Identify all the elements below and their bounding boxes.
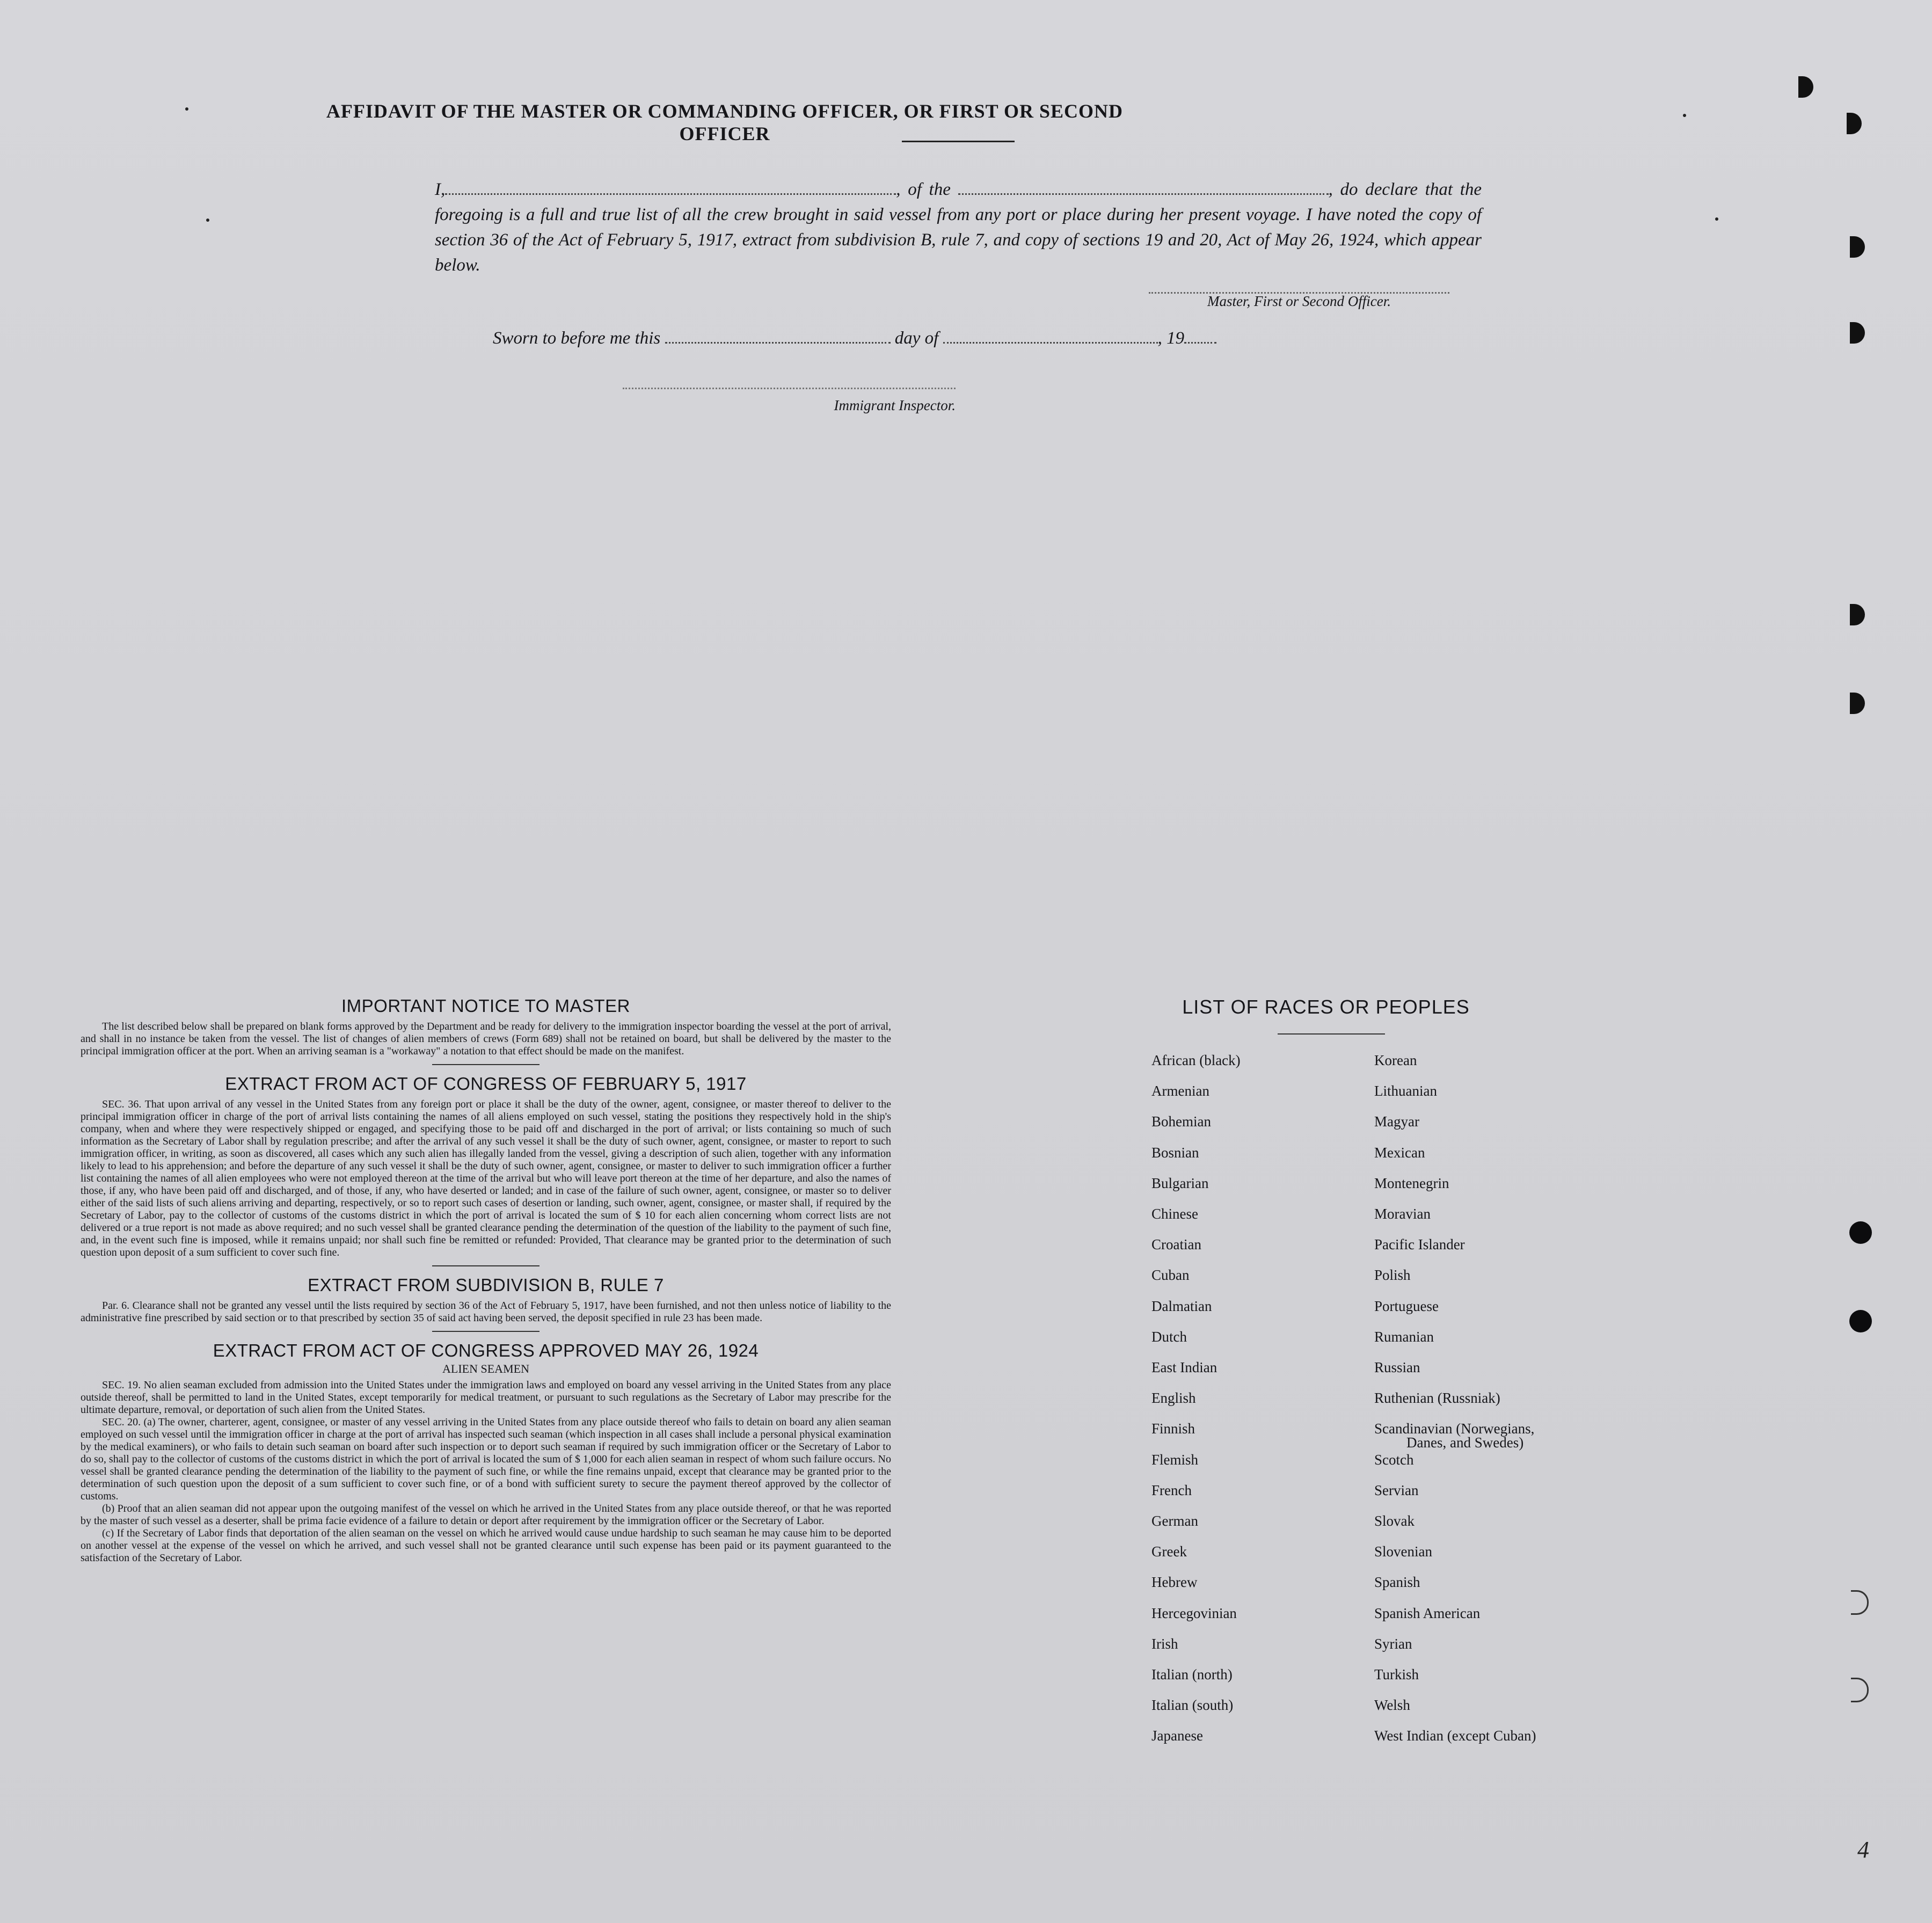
race-item: Bulgarian — [1151, 1175, 1209, 1191]
handwritten-page-number: 4 — [1857, 1837, 1869, 1863]
race-item: Bosnian — [1151, 1144, 1199, 1161]
race-item: Moravian — [1374, 1206, 1431, 1222]
sworn-line — [493, 329, 1216, 348]
year-field[interactable] — [1184, 341, 1216, 344]
year-prefix: , 19 — [1157, 329, 1185, 348]
race-item: Greek — [1151, 1543, 1187, 1560]
race-item: Montenegrin — [1374, 1175, 1449, 1191]
race-item: Portuguese — [1374, 1298, 1439, 1314]
race-item: Armenian — [1151, 1083, 1209, 1099]
race-item: Rumanian — [1374, 1328, 1434, 1345]
race-item: Croatian — [1151, 1236, 1201, 1253]
binder-hole — [1850, 604, 1865, 625]
binder-hole — [1849, 1221, 1872, 1244]
race-item: Finnish — [1151, 1421, 1195, 1437]
race-item: Spanish — [1374, 1574, 1420, 1591]
race-item: French — [1151, 1482, 1192, 1498]
speck — [185, 107, 188, 111]
section-rule — [432, 1064, 539, 1065]
binder-hole — [1798, 76, 1813, 98]
extract-1924-title: EXTRACT FROM ACT OF CONGRESS APPROVED MAY 26, 1924 — [213, 1341, 759, 1360]
sworn-prefix: Sworn to before me this — [493, 329, 661, 348]
affidavit-title: AFFIDAVIT OF THE MASTER OR COMMANDING OFFICER, OR FIRST OR SECOND OFFICER — [326, 100, 1124, 144]
day-field[interactable] — [665, 341, 891, 344]
binder-hole — [1851, 1678, 1869, 1702]
extract-rule7-text: Par. 6. Clearance shall not be granted any vessel until the lists required by section 36 of the Act of February 5, 1917, have been furnished, and not then unless notice of liability to the administrative fine prescribed by said section or to that prescribed by section 35 of said act having been served, the deposit specified in rule 23 has been made. — [81, 1300, 891, 1324]
vessel-field[interactable] — [958, 193, 1329, 195]
race-item: Spanish American — [1374, 1605, 1481, 1621]
notice-title: IMPORTANT NOTICE TO MASTER — [341, 996, 630, 1016]
race-item: Irish — [1151, 1635, 1178, 1652]
race-item: East Indian — [1151, 1359, 1217, 1375]
race-item: Polish — [1374, 1267, 1411, 1284]
binder-hole — [1850, 322, 1865, 344]
day-of-text: day of — [894, 329, 939, 348]
race-item: Slovak — [1374, 1513, 1415, 1529]
of-the-text: , of the — [896, 180, 951, 199]
race-item: Mexican — [1374, 1144, 1425, 1161]
race-item: African (black) — [1151, 1052, 1241, 1068]
inspector-signature-field[interactable] — [623, 388, 956, 389]
race-item: Servian — [1374, 1482, 1419, 1498]
race-item: Hercegovinian — [1151, 1605, 1237, 1621]
binder-hole — [1851, 1590, 1869, 1615]
speck — [1683, 114, 1686, 117]
race-item: Cuban — [1151, 1267, 1190, 1284]
race-item: Welsh — [1374, 1697, 1410, 1714]
affidavit-body — [435, 177, 1482, 278]
extract-1917-title: EXTRACT FROM ACT OF CONGRESS OF FEBRUARY 5, 1917 — [225, 1074, 747, 1094]
race-item: Dalmatian — [1151, 1298, 1212, 1314]
binder-hole — [1847, 113, 1862, 134]
extract-rule7-title: EXTRACT FROM SUBDIVISION B, RULE 7 — [308, 1275, 664, 1295]
races-rule — [1278, 1033, 1385, 1035]
sec20c-text: (c) If the Secretary of Labor finds that deportation of the alien seaman on the vessel on which he arrived would cause undue hardship to such seaman he may cause him to be deported on another vessel at the expense of the vessel on which he arrived, and such vessel shall not be granted clearance until such expense has been paid or its payment guaranteed to the satisfaction of the Secretary of Labor. — [81, 1527, 891, 1564]
declaration-text: that the foregoing is a full and true list of all the crew brought in said vessel from any port or place during her present voyage. I have noted the copy of section 36 of the Act of February 5, 1917, extract from subdivision B, rule 7, and copy of sections 19 and 20, Act of May 26, 1924, which appear below. — [435, 180, 1482, 275]
race-item: Italian (south) — [1151, 1697, 1234, 1714]
binder-hole — [1849, 1310, 1872, 1332]
speck — [206, 218, 209, 222]
binder-hole — [1850, 693, 1865, 714]
master-signature-label: Master, First or Second Officer. — [1207, 293, 1391, 309]
i-prefix: I, — [435, 180, 446, 199]
do-declare-text: , do declare — [1328, 180, 1418, 199]
race-item: Russian — [1374, 1359, 1420, 1375]
race-item: Japanese — [1151, 1728, 1203, 1744]
name-field[interactable] — [445, 193, 896, 195]
race-item: Lithuanian — [1374, 1083, 1437, 1099]
binder-hole — [1850, 236, 1865, 258]
race-item: Bohemian — [1151, 1113, 1211, 1130]
race-item: Italian (north) — [1151, 1666, 1233, 1682]
race-item: English — [1151, 1390, 1196, 1407]
race-item: Scotch — [1374, 1451, 1414, 1468]
race-item-continuation: Danes, and Swedes) — [1406, 1434, 1524, 1451]
race-item: Dutch — [1151, 1328, 1187, 1345]
race-item: Magyar — [1374, 1113, 1419, 1130]
race-item: Ruthenian (Russniak) — [1374, 1390, 1500, 1407]
legal-extracts — [81, 996, 891, 1564]
sec20b-text: (b) Proof that an alien seaman did not appear upon the outgoing manifest of the vessel on which he arrived in the United States from any place outside thereof, or that he was reported by the master of such vessel as a deserter, shall be prima facie evidence of a failure to detain or deport after requirement by the immigration officer or the Secretary of Labor. — [81, 1503, 891, 1527]
speck — [1715, 217, 1718, 221]
notice-text: The list described below shall be prepared on blank forms approved by the Department and be ready for delivery to the immigration inspector boarding the vessel at the port of arrival, and shall in no instance be taken from the vessel. The list of changes of alien members of crews (Form 689) shall not be retained on board, but shall be delivered by the master to the principal immigration officer at the port. When an arriving seaman is a "workaway" a notation to that effect should be made on the manifest. — [81, 1021, 891, 1057]
race-item: Chinese — [1151, 1206, 1198, 1222]
title-rule — [902, 141, 1015, 142]
race-item: Turkish — [1374, 1666, 1419, 1682]
sec19-text: SEC. 19. No alien seaman excluded from admission into the United States under the immigration laws and employed on board any vessel arriving in the United States from any place outside thereof, shall be permitted to land in the United States, except temporarily for medical treatment, or pursuant to such regulations as the Secretary of Labor may prescribe for the ultimate departure, removal, or deportation of such alien from the United States. — [81, 1379, 891, 1416]
race-item: Scandinavian (Norwegians, — [1374, 1421, 1535, 1437]
races-title: LIST OF RACES OR PEOPLES — [1182, 996, 1470, 1018]
extract-1917-text: SEC. 36. That upon arrival of any vessel in the United States from any foreign port or place it shall be the duty of the owner, agent, consignee, or master thereof to deliver to the principal immigration officer in charge of the port of arrival lists containing the names of all aliens employed on such vessel, stating the positions they respectively hold in the ship's company, when and where they were respectively shipped or engaged, and specifying those to be paid off and discharged in the port of arrival; or lists containing so much of such information as the Secretary of Labor shall by regulation prescribe; and after the arrival of any such vessel it shall be the duty of such owner, agent, consignee, or master to report to such immigration officer, in writing, as soon as discovered, all cases which any such alien has illegally landed from the vessel, giving a description of such alien, together with any information likely to lead to his apprehension; and before the departure of any such vessel it shall be the duty of such owner, agent, consignee, or master to deliver to such immigration officer a further list containing the names of all alien employees who were not employed thereon at the time of the arrival but who will leave port thereon at the time of her departure, and also the names of those, if any, who have been paid off and discharged, and of those, if any, who have deserted or landed; and in case of the failure of such owner, agent, consignee, or master so to deliver either of the said lists of such aliens arriving and departing, respectively, or so to report such cases of desertion or landing, such owner, agent, consignee, or master shall, if required by the Secretary of Labor, pay to the collector of customs of the customs district in which the port of arrival is located the sum of $ 10 for each alien concerning whom correct lists are not delivered or a true report is not made as above required; and no such vessel shall be granted clearance pending the determination of the question of the liability to the payment of such fine, and, in the event such fine is imposed, while it remains unpaid; nor shall such fine be remitted or refunded: Provided, That clearance may be granted prior to the determination of such question upon deposit of a sum sufficient to cover such fine. — [81, 1098, 891, 1258]
race-item: German — [1151, 1513, 1198, 1529]
race-item: Flemish — [1151, 1451, 1199, 1468]
section-rule — [432, 1331, 539, 1332]
race-item: West Indian (except Cuban) — [1374, 1728, 1536, 1744]
month-field[interactable] — [943, 341, 1158, 344]
inspector-label: Immigrant Inspector. — [834, 397, 956, 413]
race-item: Hebrew — [1151, 1574, 1198, 1591]
alien-seamen-subtitle: ALIEN SEAMEN — [442, 1362, 529, 1375]
race-item: Syrian — [1374, 1635, 1412, 1652]
race-item: Slovenian — [1374, 1543, 1432, 1560]
sec20a-text: SEC. 20. (a) The owner, charterer, agent, consignee, or master of any vessel arriving in the United States from any place outside thereof who fails to detain on board any alien seaman employed on such vessel until the immigration officer in charge at the port of arrival has inspected such seaman (which inspection in all cases shall include a personal physical examination by the medical examiners), or who fails to detain such seaman on board after such inspection or to deport such seaman if required by such immigration officer or the Secretary of Labor to do so, shall pay to the collector of customs of the customs district in which the port of arrival is located the sum of $ 1,000 for each alien seaman in respect of whom such failure occurs. No vessel shall be granted clearance pending the determination of the liability to the payment of such fine, or while the fine remains unpaid, except that clearance may be granted prior to the determination of such question upon the deposit of a sum sufficient to cover such fine, or of a bond with sufficient surety to secure the payment thereof approved by the collector of customs. — [81, 1416, 891, 1502]
race-item: Korean — [1374, 1052, 1417, 1068]
section-rule — [432, 1265, 539, 1266]
race-item: Pacific Islander — [1374, 1236, 1465, 1253]
